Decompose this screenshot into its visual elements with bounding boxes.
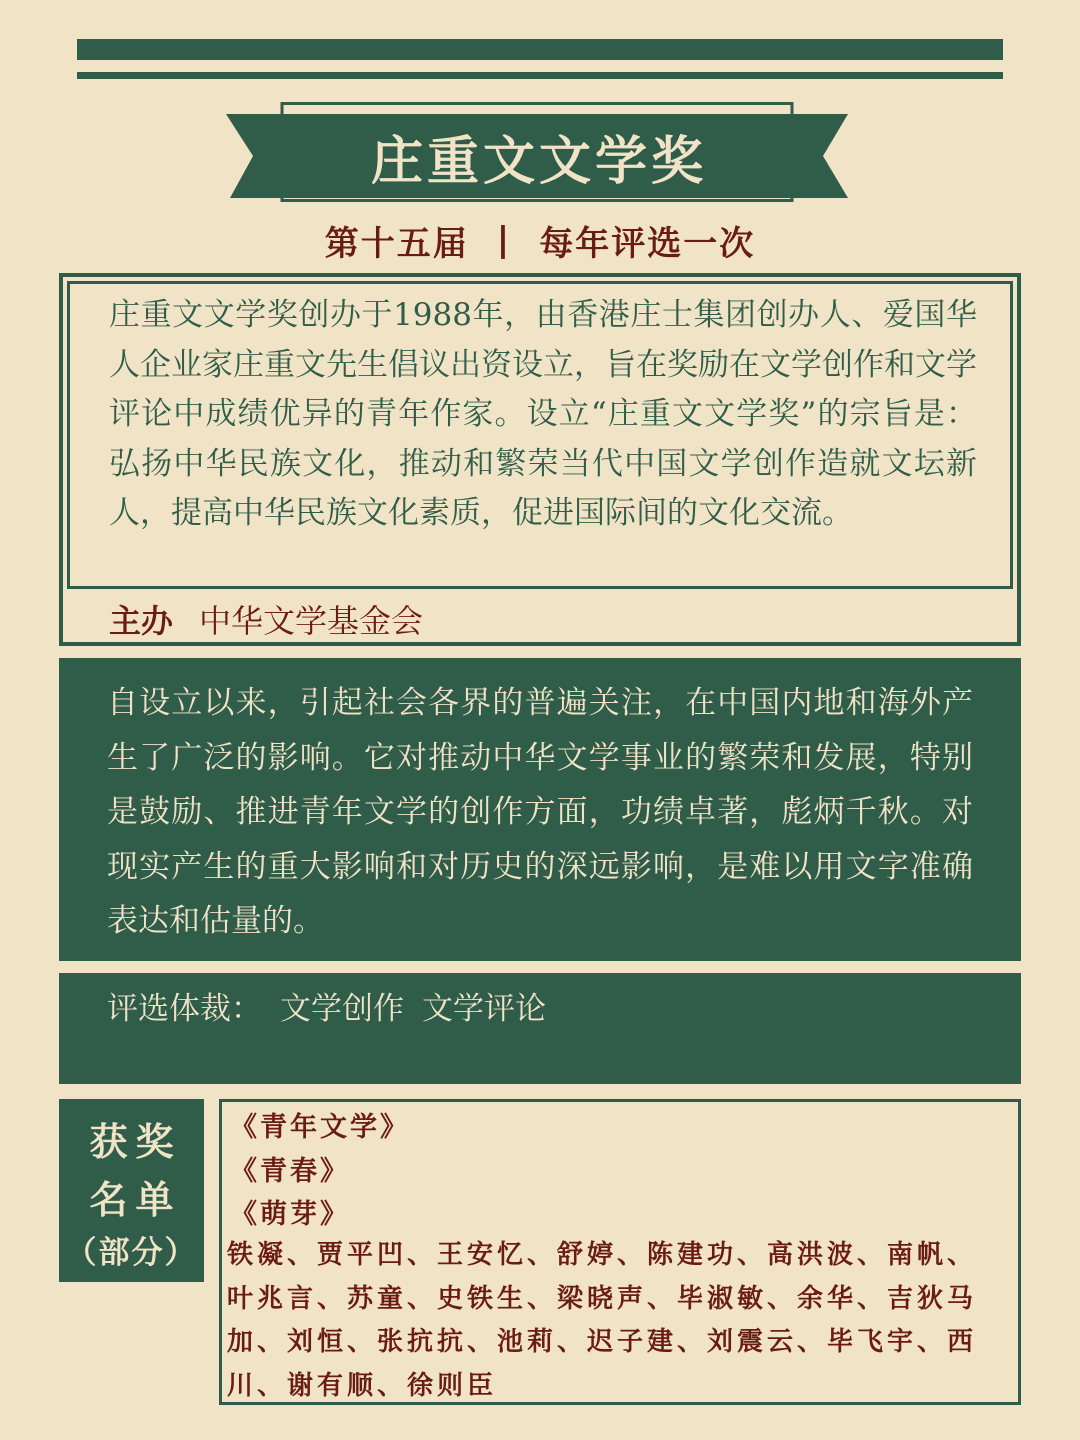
magazine-item: 《青春》	[230, 1155, 350, 1187]
intro-paragraph: 庄重文文学奖创办于1988年，由香港庄士集团创办人、爱国华人企业家庄重文先生倡议出资设立，旨在奖励在文学创作和文学评论中成绩优异的青年作家。设立“庄重文文学奖”的宗旨是：弘扬中华民族文化，推动和繁荣当代中国文学创作造就文坛新人，提高中华民族文化素质，促进国际间的文化交流。	[109, 297, 977, 531]
page-title: 庄重文文学奖	[370, 131, 707, 192]
winners-label-note: （部分）	[65, 1235, 198, 1271]
edition-label: 第十五届	[324, 223, 469, 264]
magazine-item: 《萌芽》	[230, 1199, 350, 1230]
winners-label-line: 获奖	[89, 1120, 182, 1164]
magazine-item: 《青年文学》	[230, 1112, 410, 1143]
organizer-value: 中华文学基金会	[199, 602, 424, 640]
winners-label-line: 名单	[89, 1178, 182, 1222]
magazine-list	[230, 1106, 410, 1237]
intro-box	[59, 273, 1021, 646]
winners-label	[59, 1099, 204, 1282]
frequency-label: 每年评选一次	[539, 223, 756, 264]
organizer-row	[109, 599, 423, 643]
impact-paragraph: 自设立以来，引起社会各界的普遍关注，在中国内地和海外产生了广泛的影响。它对推动中华文学事业的繁荣和发展，特别是鼓励、推进青年文学的创作方面，功绩卓著，彪炳千秋。对现实产生的重大影响和对历史的深远影响，是难以用文字准确表达和估量的。	[107, 685, 973, 939]
genre-item: 文学评论	[422, 991, 546, 1027]
impact-panel	[59, 658, 1021, 961]
winner-names: 铁凝、贾平凹、王安忆、舒婷、陈建功、高洪波、南帆、叶兆言、苏童、史铁生、梁晓声、毕淑敏、余华、吉狄马加、刘恒、张抗抗、池莉、迟子建、刘震云、毕飞宇、西川、谢有顺、徐则臣	[227, 1240, 978, 1401]
subtitle-separator: |	[496, 220, 512, 260]
winners-list	[219, 1099, 1021, 1405]
genre-label: 评选体裁：	[107, 991, 262, 1027]
top-rule-thick	[77, 39, 1003, 60]
subtitle	[0, 212, 1080, 268]
genre-panel	[59, 973, 1021, 1084]
genre-item: 文学创作	[280, 991, 404, 1027]
genre-row	[107, 987, 546, 1031]
top-rule-thin	[77, 72, 1003, 79]
organizer-label: 主办	[109, 602, 174, 640]
